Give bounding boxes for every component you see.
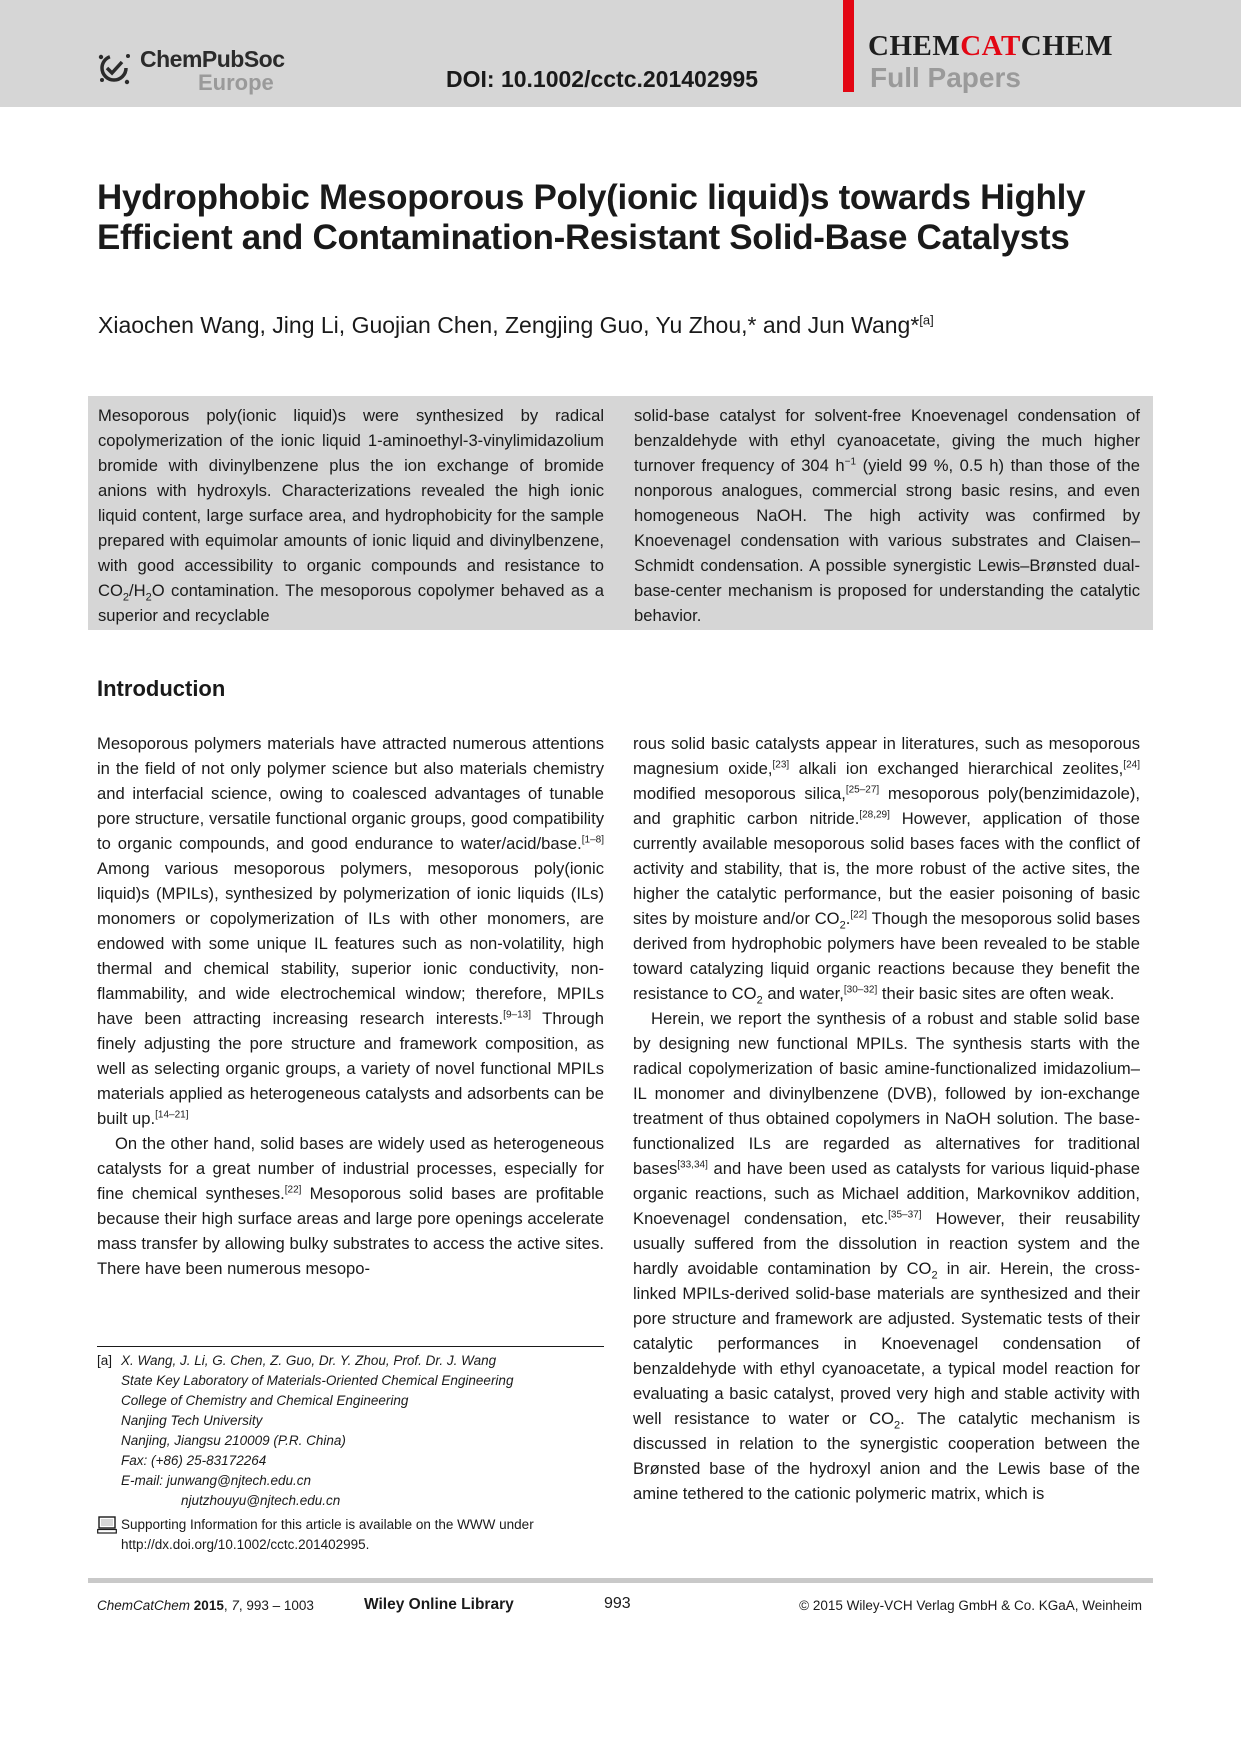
abstract-text: Mesoporous poly(ionic liquid)s were synthesized by radical copolymerization of the ionic liquid 1-aminoethyl-3-vinylimidazolium bromide with divinylbenzene plus the ion exchange of bromide anions with hydroxyls. Characterizations revealed the high ionic liquid content, large surface area, and hydrophobicity for the sample prepared with equimolar amounts of ionic liquid and divinylbenzene, with good accessibility to organic compounds and resistance to CO	[98, 406, 604, 600]
footer-citation: ChemCatChem 2015, 7, 993 – 1003	[97, 1598, 314, 1613]
affiliation-line: College of Chemistry and Chemical Engineering	[121, 1393, 409, 1408]
subscript: 2	[931, 1269, 938, 1282]
superscript: −1	[844, 456, 857, 468]
paragraph-text: alkali ion exchanged hierarchical zeolites,	[789, 759, 1124, 778]
paragraph	[633, 731, 1140, 1006]
subscript: 2	[122, 591, 130, 604]
copyright-notice: © 2015 Wiley-VCH Verlag GmbH & Co. KGaA, Weinheim	[799, 1598, 1142, 1613]
journal-section: Full Papers	[870, 62, 1021, 93]
citation: [30–32]	[843, 984, 878, 996]
paragraph-text: Through finely adjusting the pore structure and framework composition, as well as selecting organic groups, a variety of novel functional MPILs materials applied as heterogeneous catalysts and adsorbents can be built up.	[97, 1009, 604, 1128]
chempubsoc-logo	[96, 44, 286, 96]
journal-name-part3: CHEM	[1020, 30, 1114, 62]
affiliation-lines	[121, 1351, 513, 1511]
doi: DOI: 10.1002/cctc.201402995	[446, 66, 759, 92]
logo-sub-text: Europe	[198, 70, 274, 95]
citation: [35–37]	[888, 1209, 922, 1221]
affiliation-line: Nanjing, Jiangsu 210009 (P.R. China)	[121, 1433, 346, 1448]
citation: [22]	[850, 909, 868, 921]
abstract-text: O contamination. The mesoporous copolymer behaved as a superior and recyclable	[98, 581, 604, 625]
paragraph-text: mesoporous poly(benzimidazole), and graphitic carbon nitride.	[633, 784, 1140, 828]
subscript: 2	[145, 591, 152, 604]
author-affiliation-marker: [a]	[919, 312, 934, 328]
paragraph-text: and water,	[762, 984, 844, 1003]
citation: [23]	[772, 759, 790, 771]
paragraph-text: However, application of those currently available mesoporous solid bases faces with the conflict of activity and stability, that is, the more robust of the active sites, the higher the catalytic performance, but the easier poisoning of basic sites by moisture and/or CO	[633, 809, 1140, 928]
footer-year: 2015	[193, 1598, 224, 1613]
abstract-text: solid-base catalyst for solvent-free Knoevenagel condensation of benzaldehyde with ethyl cyanoacetate, giving the much higher turnover frequency of 304 h	[634, 406, 1140, 475]
journal-name-part2: CAT	[960, 30, 1021, 62]
journal-name	[868, 30, 1113, 63]
subscript: 2	[839, 919, 846, 932]
footer-pages: , 993 – 1003	[238, 1598, 314, 1613]
citation: [1–8]	[581, 834, 604, 846]
affiliation-line: Fax: (+86) 25-83172264	[121, 1453, 267, 1468]
footnote-divider	[97, 1346, 604, 1347]
paragraph-text: Mesoporous polymers materials have attracted numerous attentions in the field of not only polymer science but also materials chemistry and interfacial science, owing to coalesced advantages of tunable pore structure, versatile functional organic groups, good compatibility to organic compounds, and good endurance to water/acid/base.	[97, 734, 604, 853]
supporting-information-text	[121, 1515, 534, 1555]
footer-divider	[88, 1578, 1153, 1583]
paragraph-text: modified mesoporous silica,	[633, 784, 846, 803]
email-line: njutzhouyu@njtech.edu.cn	[181, 1493, 341, 1508]
abstract-text: (yield 99 %, 0.5 h) than those of the nonporous analogues, commercial strong basic resins, and even homogeneous NaOH. The high activity was confirmed by Knoevenagel condensation with various substrates and Claisen–Schmidt condensation. A possible synergistic Lewis–Brønsted dual-base-center mechanism is proposed for understanding the catalytic behavior.	[634, 456, 1140, 625]
paragraph-text: and have been used as catalysts for various liquid-phase organic reactions, such as Michael addition, Markovnikov addition, Knoevenagel condensation, etc.	[633, 1159, 1140, 1228]
paragraph-text: On the other hand, solid bases are widely used as heterogeneous catalysts for a great number of industrial processes, especially for fine chemical syntheses.	[97, 1134, 604, 1203]
footer-volume: 7	[231, 1598, 239, 1613]
affiliation-line: Nanjing Tech University	[121, 1413, 263, 1428]
paragraph-text: .	[845, 909, 851, 928]
subscript: 2	[756, 994, 763, 1007]
abstract-left-column	[98, 403, 604, 628]
computer-icon	[97, 1516, 117, 1534]
chempubsoc-logo-icon	[96, 46, 142, 92]
author-list	[98, 312, 934, 339]
paragraph-text: . The catalytic mechanism is discussed in relation to the synergistic cooperation between the Brønsted base of the hydroxyl anion and the Lewis base of the amine tethered to the cationic polymeric matrix, which is	[633, 1409, 1140, 1503]
abstract-text: /H	[129, 581, 146, 600]
paragraph-text: Herein, we report the synthesis of a robust and stable solid base by designing new functional MPILs. The synthesis starts with the radical copolymerization of basic amine-functionalized imidazolium–IL monomer and divinylbenzene (DVB), followed by ion-exchange treatment of thus obtained copolymers in NaOH solution. The base-functionalized ILs are regarded as alternatives for traditional bases	[633, 1009, 1140, 1178]
paragraph-text: However, their reusability usually suffered from the dissolution in reaction system and the hardly avoidable contamination by CO	[633, 1209, 1140, 1278]
journal-accent-bar	[843, 0, 854, 92]
page-header	[0, 0, 1241, 107]
citation: [25–27]	[845, 784, 880, 796]
logo-main-text: ChemPubSoc	[140, 46, 285, 72]
abstract-right-column	[634, 403, 1140, 628]
paragraph	[633, 1006, 1140, 1506]
footer-journal: ChemCatChem	[97, 1598, 191, 1613]
body-left-column	[97, 731, 604, 1281]
citation: [14–21]	[155, 1109, 189, 1121]
affiliation-line: State Key Laboratory of Materials-Oriented Chemical Engineering	[121, 1373, 514, 1388]
citation: [28,29]	[859, 809, 890, 821]
abstract-box	[88, 396, 1153, 630]
affiliation-line: X. Wang, J. Li, G. Chen, Z. Guo, Dr. Y. Zhou, Prof. Dr. J. Wang	[121, 1353, 497, 1368]
si-line: Supporting Information for this article is available on the WWW under	[121, 1517, 534, 1532]
page-number: 993	[604, 1595, 631, 1612]
paragraph-text: rous solid basic catalysts appear in literatures, such as mesoporous magnesium oxide,	[633, 734, 1140, 778]
paragraph-text: Among various mesoporous polymers, mesoporous poly(ionic liquid)s (MPILs), synthesized by polymerization of ionic liquids (ILs) monomers or copolymerization of ILs with other monomers, are endowed with some unique IL features such as non-volatility, high thermal and chemical stability, superior ionic conductivity, non-flammability, and wide electrochemical window; therefore, MPILs have been attracting increasing research interests.	[97, 859, 604, 1028]
paragraph-text: in air. Herein, the cross-linked MPILs-derived solid-base materials are synthesized and their pore structure and framework are adjusted. Systematic tests of their catalytic performances in Knoevenagel condensation of benzaldehyde with ethyl cyanoacetate, a typical model reaction for evaluating a basic catalyst, proved very high and stable activity with well resistance to water or CO	[633, 1259, 1140, 1428]
wiley-online-library-logo: Wiley Online Library	[364, 1596, 514, 1613]
citation: [33,34]	[677, 1159, 708, 1171]
journal-name-part1: CHEM	[868, 30, 961, 62]
si-link[interactable]: http://dx.doi.org/10.1002/cctc.201402995.	[121, 1537, 370, 1552]
subscript: 2	[894, 1419, 901, 1432]
body-right-column	[633, 731, 1140, 1506]
paragraph-text: Mesoporous solid bases are profitable because their high surface areas and large pore openings accelerate mass transfer by allowing bulky substrates to access the active sites. There have been numerous mesopo-	[97, 1184, 604, 1278]
footnote-marker: [a]	[97, 1353, 113, 1368]
paragraph-text: Though the mesoporous solid bases derived from hydrophobic polymers have been revealed to be stable toward catalyzing liquid organic reactions because they benefit the resistance to CO	[633, 909, 1141, 1003]
article-title: Hydrophobic Mesoporous Poly(ionic liquid)s towards Highly Efficient and Contamination-Resistant Solid-Base Catalysts	[97, 178, 1086, 257]
citation: [24]	[1123, 759, 1140, 771]
paragraph-text: their basic sites are often weak.	[877, 984, 1115, 1003]
paragraph	[97, 1131, 604, 1281]
paragraph	[97, 731, 604, 1131]
citation: [9–13]	[503, 1009, 531, 1021]
authors-text: Xiaochen Wang, Jing Li, Guojian Chen, Zengjing Guo, Yu Zhou,* and Jun Wang*	[98, 312, 920, 338]
email-line: E-mail: junwang@njtech.edu.cn	[121, 1473, 312, 1488]
section-heading-introduction: Introduction	[97, 676, 226, 701]
citation: [22]	[284, 1184, 302, 1196]
